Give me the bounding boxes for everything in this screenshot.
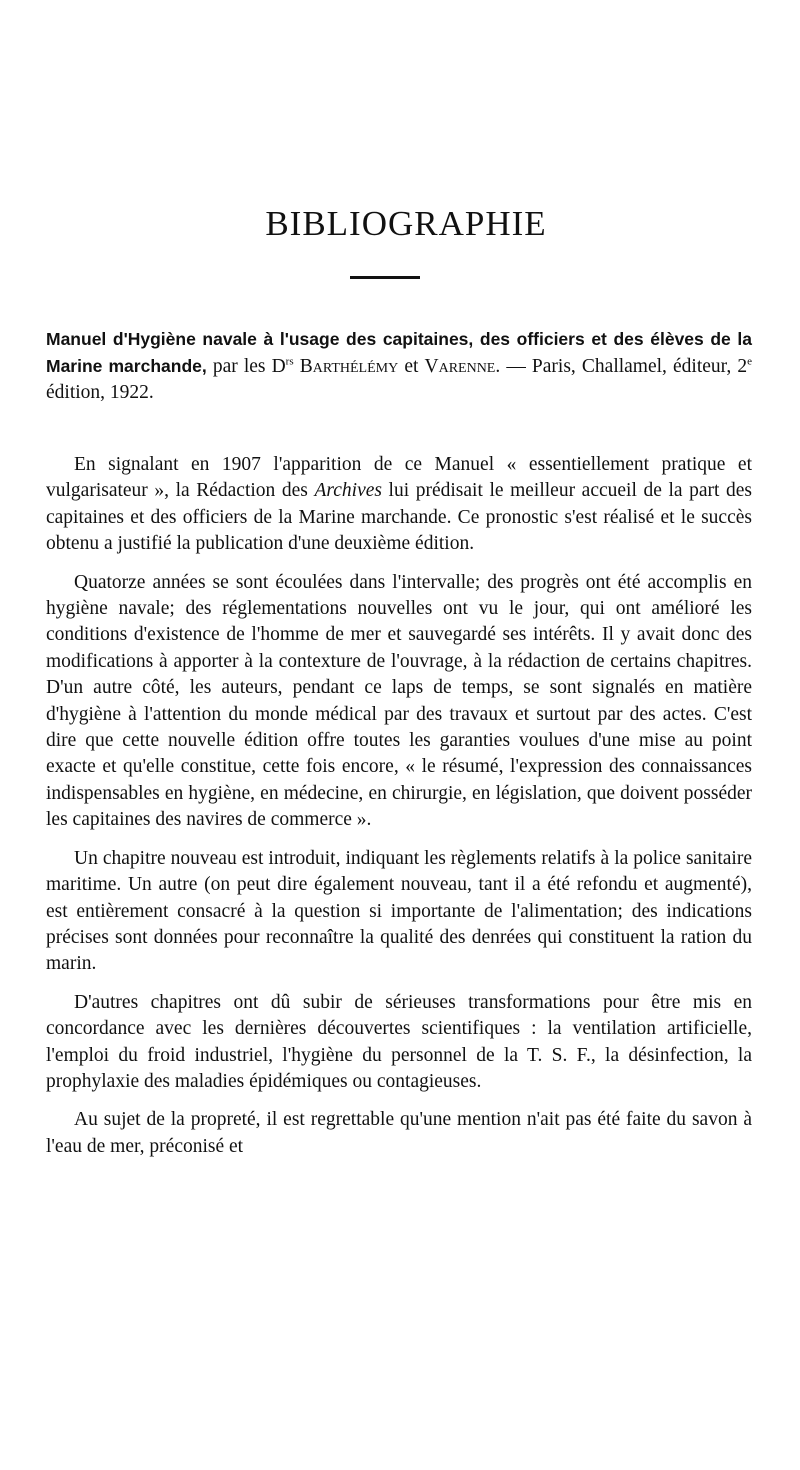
publication-info: . — Paris, Challamel, éditeur, 2 [495, 356, 748, 377]
publication-end: édition, 1922. [46, 382, 154, 403]
authors-and: et [398, 356, 425, 377]
review-body [46, 452, 752, 1172]
author-2: Varenne [424, 356, 496, 377]
paragraph-1-a: En signalant en 1907 l'apparition de ce Manuel « essentiellement pratique et vulgarisateur », la Rédaction des [46, 454, 752, 502]
document-page [46, 0, 752, 1470]
page-title: BIBLIOGRAPHIE [265, 204, 547, 243]
paragraph-1 [46, 452, 752, 558]
edition-sup: e [747, 355, 752, 368]
paragraph-4: D'autres chapitres ont dû subir de sérieuses transformations pour être mis en concordance avec les dernières découvertes scientifiques : la ventilation artificielle, l'emploi du froid industriel, l'hygiène du personnel de la T. S. F., la désinfection, la prophylaxie des maladies épidémiques ou contagieuses. [46, 991, 752, 1092]
paragraph-1-b: lui prédisait le meilleur accueil de la part des capitaines et des officiers de la Marine marchande. Ce pronostic s'est réalisé et le succès obtenu a justifié la publication d'une deuxième édition. [46, 480, 752, 555]
authors-sup: rs [285, 355, 294, 368]
author-1: Barthélémy [293, 356, 399, 377]
paragraph-2: Quatorze années se sont écoulées dans l'intervalle; des progrès ont été accomplis en hygiène navale; des réglementations nouvelles ont vu le jour, qui ont amélioré les conditions d'existence de l'homme de mer et sauvegardé ses intérêts. Il y avait donc des modifications à apporter à la contexture de l'ouvrage, à la rédaction de certains chapitres. D'un autre côté, les auteurs, pendant ce laps de temps, se sont signalés en matière d'hygiène à l'attention du monde médical par des travaux et surtout par des actes. C'est dire que cette nouvelle édition offre toutes les garanties voulues d'une mise au point exacte et qu'elle constitue, cette fois encore, « le résumé, l'expression des connaissances indispensables en hygiène, en médecine, en chirurgie, en législation, que doivent posséder les capitaines des navires de commerce ». [46, 571, 752, 831]
paragraph-5: Au sujet de la propreté, il est regrettable qu'une mention n'ait pas été faite du savon à l'eau de mer, préconisé et [46, 1109, 752, 1157]
title-rule [350, 276, 420, 279]
bibliography-entry [46, 326, 752, 406]
paragraph-3: Un chapitre nouveau est introduit, indiquant les règlements relatifs à la police sanitaire maritime. Un autre (on peut dire également nouveau, tant il a été refondu et augmenté), est entièrement consacré à la question si importante de l'alimentation; des indications précises sont données pour reconnaître la qualité des denrées qui constituent la ration du marin. [46, 847, 752, 975]
authors-prefix: par les D [206, 356, 286, 377]
book-title: Manuel d'Hygiène navale à l'usage des capitaines, des officiers et des élèves de la Marine marchande, [46, 329, 752, 376]
journal-name: Archives [314, 480, 382, 502]
